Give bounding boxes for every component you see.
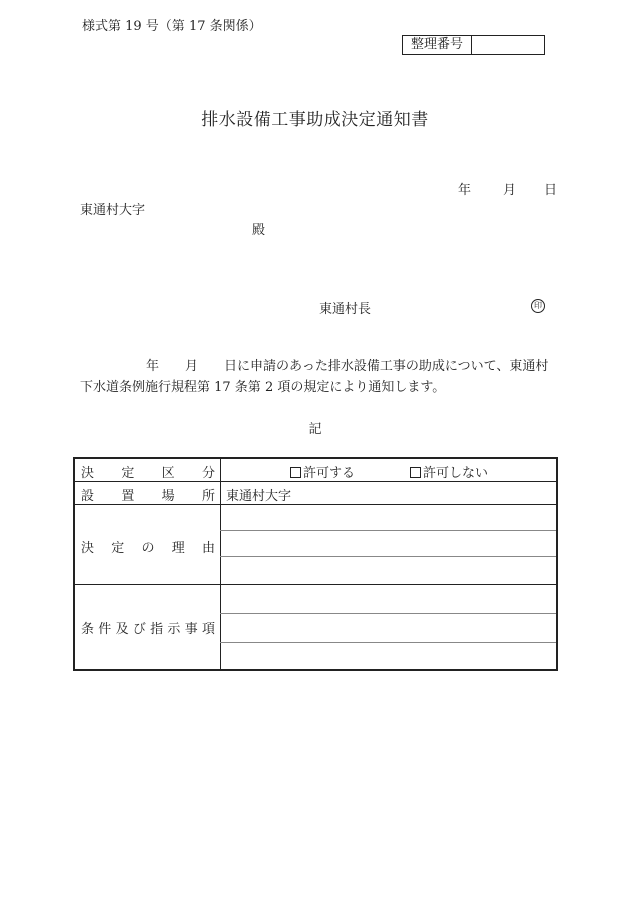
row-label-char: 示 — [167, 622, 181, 637]
row-label-char: 定 — [111, 541, 125, 556]
row-label-char: 場 — [161, 489, 175, 504]
option-deny[interactable]: 許可しない — [410, 462, 488, 481]
row-label-char: 条 — [81, 622, 95, 637]
row-label-char: 所 — [201, 489, 215, 504]
seal-icon: 印 — [531, 299, 545, 313]
row-label-char: 設 — [81, 489, 95, 504]
row-divider — [75, 584, 556, 585]
row-label-conditions — [81, 618, 215, 637]
row-label-char: 及 — [115, 622, 129, 637]
writing-line — [220, 613, 556, 614]
issuer-name: 東通村長 — [319, 302, 372, 317]
date-month-label: 月 — [503, 183, 517, 198]
date-day-label: 日 — [544, 183, 558, 198]
row-label-char: 置 — [121, 489, 135, 504]
row-divider — [75, 504, 556, 505]
decision-table — [73, 457, 558, 671]
row-label-char: 理 — [171, 541, 185, 556]
reference-number-value — [472, 36, 544, 54]
row-label-char: 項 — [201, 622, 215, 637]
writing-line — [220, 530, 556, 531]
row-label-decision-category — [81, 462, 215, 481]
writing-line — [220, 556, 556, 557]
row-label-char: 事 — [184, 622, 198, 637]
note-heading: 記 — [308, 422, 322, 437]
date-line — [458, 179, 557, 198]
row-label-location — [81, 485, 215, 504]
row-label-char: び — [132, 622, 146, 637]
row-divider — [75, 481, 556, 482]
checkbox-icon[interactable] — [290, 467, 301, 478]
reference-number-box — [402, 35, 545, 55]
writing-line — [220, 642, 556, 643]
body-year-label: 年 — [146, 359, 160, 374]
row-label-char: 由 — [201, 541, 215, 556]
addressee-place: 東通村大字 — [80, 203, 146, 218]
row-label-char: 指 — [150, 622, 164, 637]
row-label-char: 決 — [81, 466, 95, 481]
reference-number-label: 整理番号 — [403, 36, 472, 54]
body-text: 日に申請のあった排水設備工事の助成について、東通村下水道条例施行規程第 17 条第 2 項の規定により通知します。 — [80, 359, 549, 395]
row-label-reason — [81, 537, 215, 556]
location-value: 東通村大字 — [226, 489, 292, 504]
option-permit[interactable]: 許可する — [290, 462, 355, 481]
column-divider — [220, 459, 221, 669]
document-title: 排水設備工事助成決定通知書 — [201, 110, 429, 130]
form-number-label: 様式第 19 号（第 17 条関係） — [82, 19, 262, 34]
body-month-label: 月 — [185, 359, 199, 374]
row-label-char: 件 — [98, 622, 112, 637]
row-label-char: 分 — [201, 466, 215, 481]
row-label-char: 決 — [81, 541, 95, 556]
addressee-honorific: 殿 — [252, 223, 266, 238]
row-label-char: の — [141, 541, 155, 556]
date-year-label: 年 — [458, 183, 472, 198]
checkbox-icon[interactable] — [410, 467, 421, 478]
row-label-char: 区 — [161, 466, 175, 481]
row-label-char: 定 — [121, 466, 135, 481]
notice-body — [80, 356, 552, 398]
